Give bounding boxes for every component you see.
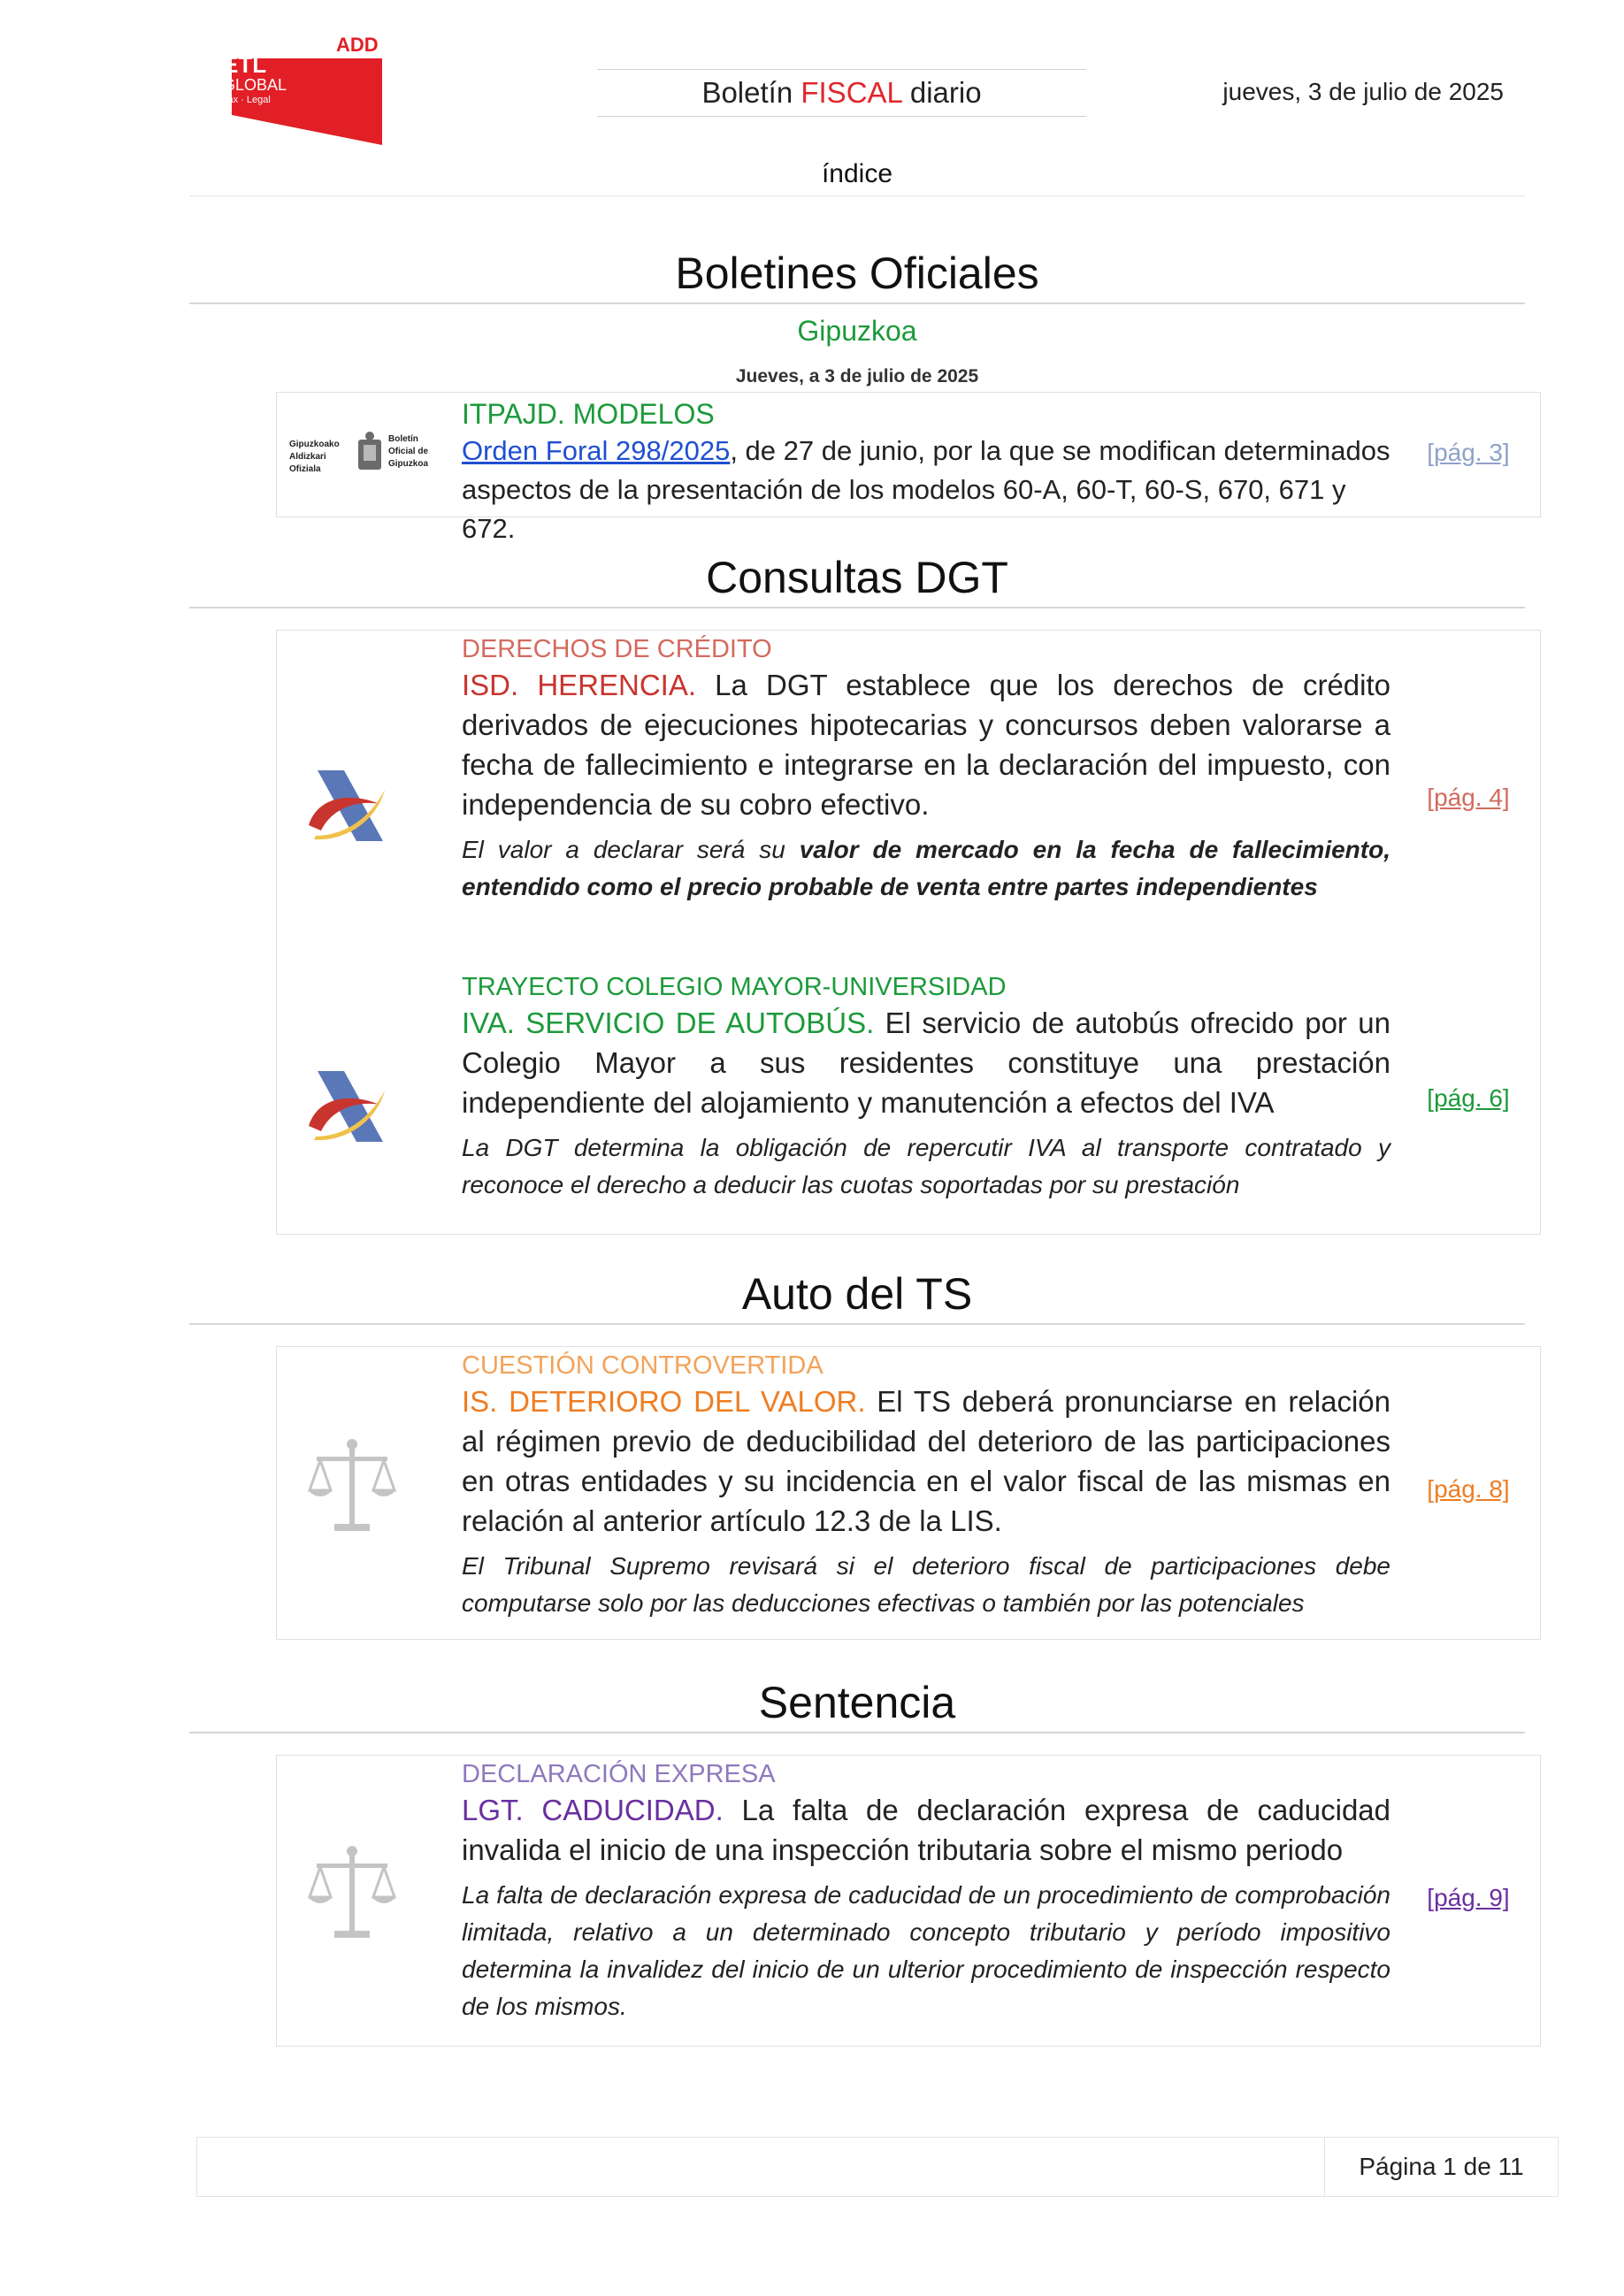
- entry-body-text: El servicio de autobús ofrecido por un Colegio Mayor a sus residentes constituye una prestación independiente del alojamiento y manutención a efectos del IVA: [462, 1006, 1390, 1119]
- logo-add-text: ADD: [336, 34, 379, 56]
- section-title-auto: Auto del TS: [189, 1268, 1525, 1325]
- entry-body-text: La falta de declaración expresa de caducidad invalida el inicio de una inspección tributaria sobre el mismo periodo: [462, 1794, 1390, 1866]
- auto-entry: [462, 1350, 1390, 1622]
- logo-global-text: GLOBAL: [223, 76, 287, 94]
- entry-body-text: El TS deberá pronunciarse en relación al régimen previo de deducibilidad del deterioro de las participaciones en otras entidades y su incidencia en el valor fiscal de las mismas en relación al anterior artículo 12.3 de la LIS.: [462, 1385, 1390, 1537]
- svg-text:Boletín: Boletín: [388, 434, 418, 444]
- section-title-consultas: Consultas DGT: [189, 552, 1525, 608]
- section-subtitle-gipuzkoa: Gipuzkoa: [797, 315, 917, 347]
- svg-text:Gipuzkoako: Gipuzkoako: [289, 440, 340, 449]
- entry-body-text: La DGT establece que los derechos de crédito derivados de ejecuciones hipotecarias y concursos deben valorarse a fecha de fallecimiento e integrarse en la declaración del impuesto, con independencia de su cobro efectivo.: [462, 669, 1390, 821]
- entry-summary: [462, 831, 1390, 906]
- page-number: Página 1 de 11: [1324, 2138, 1558, 2196]
- boletin-entry: [462, 396, 1390, 548]
- svg-text:Aldizkari: Aldizkari: [289, 452, 326, 462]
- entry-body: [462, 665, 1390, 824]
- logo-etl-text: ETL: [223, 51, 267, 78]
- title-highlight: FISCAL: [801, 76, 902, 109]
- entry-category: DECLARACIÓN EXPRESA: [462, 1760, 776, 1788]
- logo-tax-text: Tax · Legal: [223, 95, 271, 105]
- entry-body: [462, 1381, 1390, 1541]
- svg-text:Gipuzkoa: Gipuzkoa: [388, 459, 429, 469]
- bulletin-date: jueves, 3 de julio de 2025: [1222, 78, 1504, 105]
- page-ref-link[interactable]: [pág. 6]: [1427, 1084, 1510, 1112]
- entry-category: TRAYECTO COLEGIO MAYOR-UNIVERSIDAD: [462, 973, 1007, 1001]
- scales-of-justice-icon: [303, 1427, 401, 1550]
- entry-body: [462, 1790, 1390, 1870]
- section-date-boletines: Jueves, a 3 de julio de 2025: [735, 366, 979, 386]
- page-footer: [196, 2137, 1559, 2197]
- entry-headline: LGT. CADUCIDAD.: [462, 1794, 724, 1826]
- title-suffix: diario: [901, 76, 982, 109]
- section-title-sentencia: Sentencia: [189, 1677, 1525, 1733]
- index-heading: índice: [189, 152, 1525, 196]
- consulta-entry-1: [462, 633, 1390, 906]
- entry-headline: IVA. SERVICIO DE AUTOBÚS.: [462, 1006, 875, 1039]
- aeat-logo-icon: [289, 1046, 404, 1161]
- orden-foral-link[interactable]: Orden Foral 298/2025: [462, 435, 731, 466]
- bulletin-title: [597, 69, 1086, 117]
- page-ref-link[interactable]: [pág. 3]: [1427, 439, 1510, 466]
- page-ref-link[interactable]: [pág. 9]: [1427, 1884, 1510, 1911]
- entry-category: DERECHOS DE CRÉDITO: [462, 635, 772, 663]
- entry-category: ITPAJD. MODELOS: [462, 398, 715, 430]
- entry-body: [462, 432, 1390, 548]
- summary-bold-text: valor de mercado en la fecha de fallecimiento, entendido como el precio probable de venta entre partes independientes: [462, 836, 1390, 900]
- sentencia-entry: [462, 1758, 1390, 2025]
- entry-headline: ISD. HERENCIA.: [462, 669, 697, 701]
- section-title-boletines: Boletines Oficiales: [189, 248, 1525, 304]
- page-ref-link[interactable]: [pág. 8]: [1427, 1475, 1510, 1503]
- etl-global-logo: [219, 32, 382, 145]
- aeat-logo-icon: [289, 746, 404, 861]
- entry-summary: El Tribunal Supremo revisará si el deterioro fiscal de participaciones debe computarse solo por las deducciones efectivas o también por las potenciales: [462, 1552, 1390, 1617]
- entry-summary: La falta de declaración expresa de caducidad de un procedimiento de comprobación limitada, relativo a un determinado concepto tributario y período impositivo determina la invalidez del inicio de un ulterior procedimiento de inspección respecto de los mismos.: [462, 1881, 1390, 2020]
- entry-summary: La DGT determina la obligación de repercutir IVA al transporte contratado y reconoce el derecho a deducir las cuotas soportadas por su prestación: [462, 1134, 1390, 1198]
- svg-text:Ofiziala: Ofiziala: [289, 464, 321, 474]
- svg-text:Oficial de: Oficial de: [388, 447, 429, 456]
- consulta-entry-2: [462, 971, 1390, 1204]
- page-ref-link[interactable]: [pág. 4]: [1427, 784, 1510, 811]
- entry-headline: IS. DETERIORO DEL VALOR.: [462, 1385, 866, 1418]
- title-prefix: Boletín: [701, 76, 801, 109]
- entry-body-text: , de 27 de junio, por la que se modifican determinados aspectos de la presentación de los modelos 60-A, 60-T, 60-S, 670, 671 y 672.: [462, 435, 1390, 544]
- gipuzkoa-coat-of-arms-icon: [289, 410, 466, 499]
- entry-body: [462, 1003, 1390, 1122]
- summary-plain-text: El valor a declarar será su: [462, 836, 800, 863]
- entry-category: CUESTIÓN CONTROVERTIDA: [462, 1351, 823, 1380]
- scales-of-justice-icon: [303, 1833, 401, 1957]
